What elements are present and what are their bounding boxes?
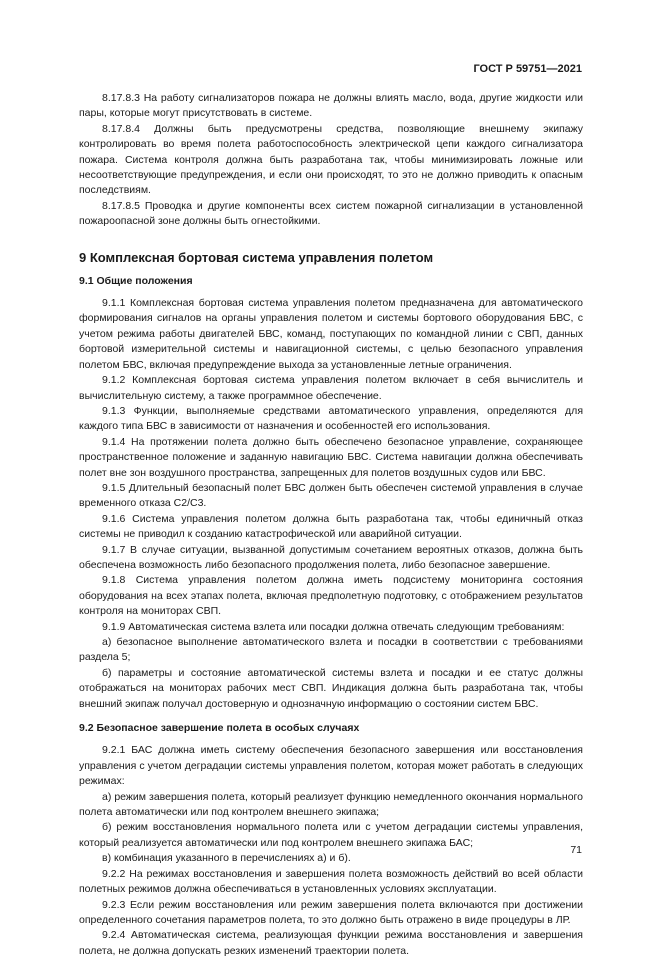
paragraph-9-1-4: 9.1.4 На протяжении полета должно быть обеспечено безопасное управление, сохраняющее пространственное положение и заданную навигацию БВС. Система навигации должна обеспечивать полет вне зон воздушного пространства, запрещенных для полетов воздушных судов или БВС. xyxy=(79,435,583,479)
list-item-v: в) комбинация указанного в перечислениях а) и б). xyxy=(102,852,351,865)
paragraph-9-1-2: 9.1.2 Комплексная бортовая система управления полетом включает в себя вычислитель и вычислительную систему, а также программное обеспечение. xyxy=(79,374,583,402)
paragraph-9-1-3: 9.1.3 Функции, выполняемые средствами автоматического управления, определяются для каждого типа БВС в зависимости от назначения и особенностей его использования. xyxy=(79,404,583,433)
document-body xyxy=(79,91,583,959)
list-item-b: б) параметры и состояние автоматической системы взлета и посадки и ее статус должны отображаться на мониторах рабочих мест СВП. Индикация должна быть разработана так, чтобы внешний экипаж получал достоверную и однозначную информацию о состоянии систем БВС. xyxy=(79,666,583,710)
paragraph-9-1-8: 9.1.8 Система управления полетом должна иметь подсистему мониторинга состояния оборудования на всех этапах полета, включая предполетную подготовку, с отображением результатов контроля на мониторах СВП. xyxy=(79,574,583,618)
document-id-header: ГОСТ Р 59751—2021 xyxy=(473,63,582,75)
paragraph-8-17-8-4: 8.17.8.4 Должны быть предусмотрены средства, позволяющие внешнему экипажу контролировать во время полета работоспособность электрической цепи каждого сигнализатора пожара. Система контроля должна быть разработана так, чтобы минимизировать ложные или несоответствующие предупреждения, и если они происходят, то это не должно приводить к опасным последствиям. xyxy=(79,122,583,197)
page-number: 71 xyxy=(570,844,582,856)
subsection-9-1-title: 9.1 Общие положения xyxy=(79,274,193,287)
paragraph-9-1-1: 9.1.1 Комплексная бортовая система управления полетом предназначена для автоматического формирования сигналов на органы управления полетом и системы бортового оборудования БВС, с учетом режима работы двигателей БВС, команд, поступающих по командной линии с СВП, данных бортовой измерительной системы и навигационной системы, с целью безопасного управления полетом БВС, включая предупреждение выхода за установленные летные ограничения. xyxy=(79,297,583,371)
paragraph-9-1-6: 9.1.6 Система управления полетом должна быть разработана так, чтобы единичный отказ системы не приводил к созданию катастрофической или аварийной ситуации. xyxy=(79,512,583,541)
section-9-title: 9 Комплексная бортовая система управления полетом xyxy=(79,249,434,265)
paragraph-9-1-9: 9.1.9 Автоматическая система взлета или посадки должна отвечать следующим требованиям: xyxy=(102,620,565,633)
paragraph-9-1-5: 9.1.5 Длительный безопасный полет БВС должен быть обеспечен системой управления в случае временного отказа С2/С3. xyxy=(79,481,583,510)
paragraph-9-2-3: 9.2.3 Если режим восстановления или режим завершения полета включаются при достижении определенного сочетания параметров полета, то это должно быть отражено в виде процедуры в ЛР. xyxy=(79,898,583,926)
paragraph-9-2-4: 9.2.4 Автоматическая система, реализующая функции режима восстановления и завершения полета, не должна допускать резких изменений траектории полета. xyxy=(79,929,583,957)
list-item-a: а) режим завершения полета, который реализует функцию немедленного окончания нормального полета автоматически или под контролем внешнего экипажа; xyxy=(79,790,583,819)
list-item-a: а) безопасное выполнение автоматического взлета и посадки в соответствии с требованиями раздела 5; xyxy=(79,636,583,664)
list-item-b: б) режим восстановления нормального полета или с учетом деградации системы управления, который реализуется автоматически или под контролем внешнего экипажа БАС; xyxy=(79,821,583,849)
paragraph-8-17-8-5: 8.17.8.5 Проводка и другие компоненты всех систем пожарной сигнализации в установленной пожароопасной зоне должны быть огнестойкими. xyxy=(79,199,583,228)
paragraph-9-2-2: 9.2.2 На режимах восстановления и завершения полета возможность действий во всей области полетных режимов должна обеспечиваться в установленных условиях эксплуатации. xyxy=(79,867,583,896)
subsection-9-2-title: 9.2 Безопасное завершение полета в особых случаях xyxy=(79,722,360,735)
paragraph-9-1-7: 9.1.7 В случае ситуации, вызванной допустимым сочетанием вероятных отказов, должна быть обеспечена возможность либо безопасного продолжения полета, либо безопасное завершение. xyxy=(79,543,583,571)
paragraph-8-17-8-3: 8.17.8.3 На работу сигнализаторов пожара не должны влиять масло, вода, другие жидкости или пары, которые могут присутствовать в системе. xyxy=(79,92,583,120)
paragraph-9-2-1: 9.2.1 БАС должна иметь систему обеспечения безопасного завершения или восстановления управления с учетом деградации системы управления полетом, которая может работать в следующих режимах: xyxy=(79,744,583,788)
